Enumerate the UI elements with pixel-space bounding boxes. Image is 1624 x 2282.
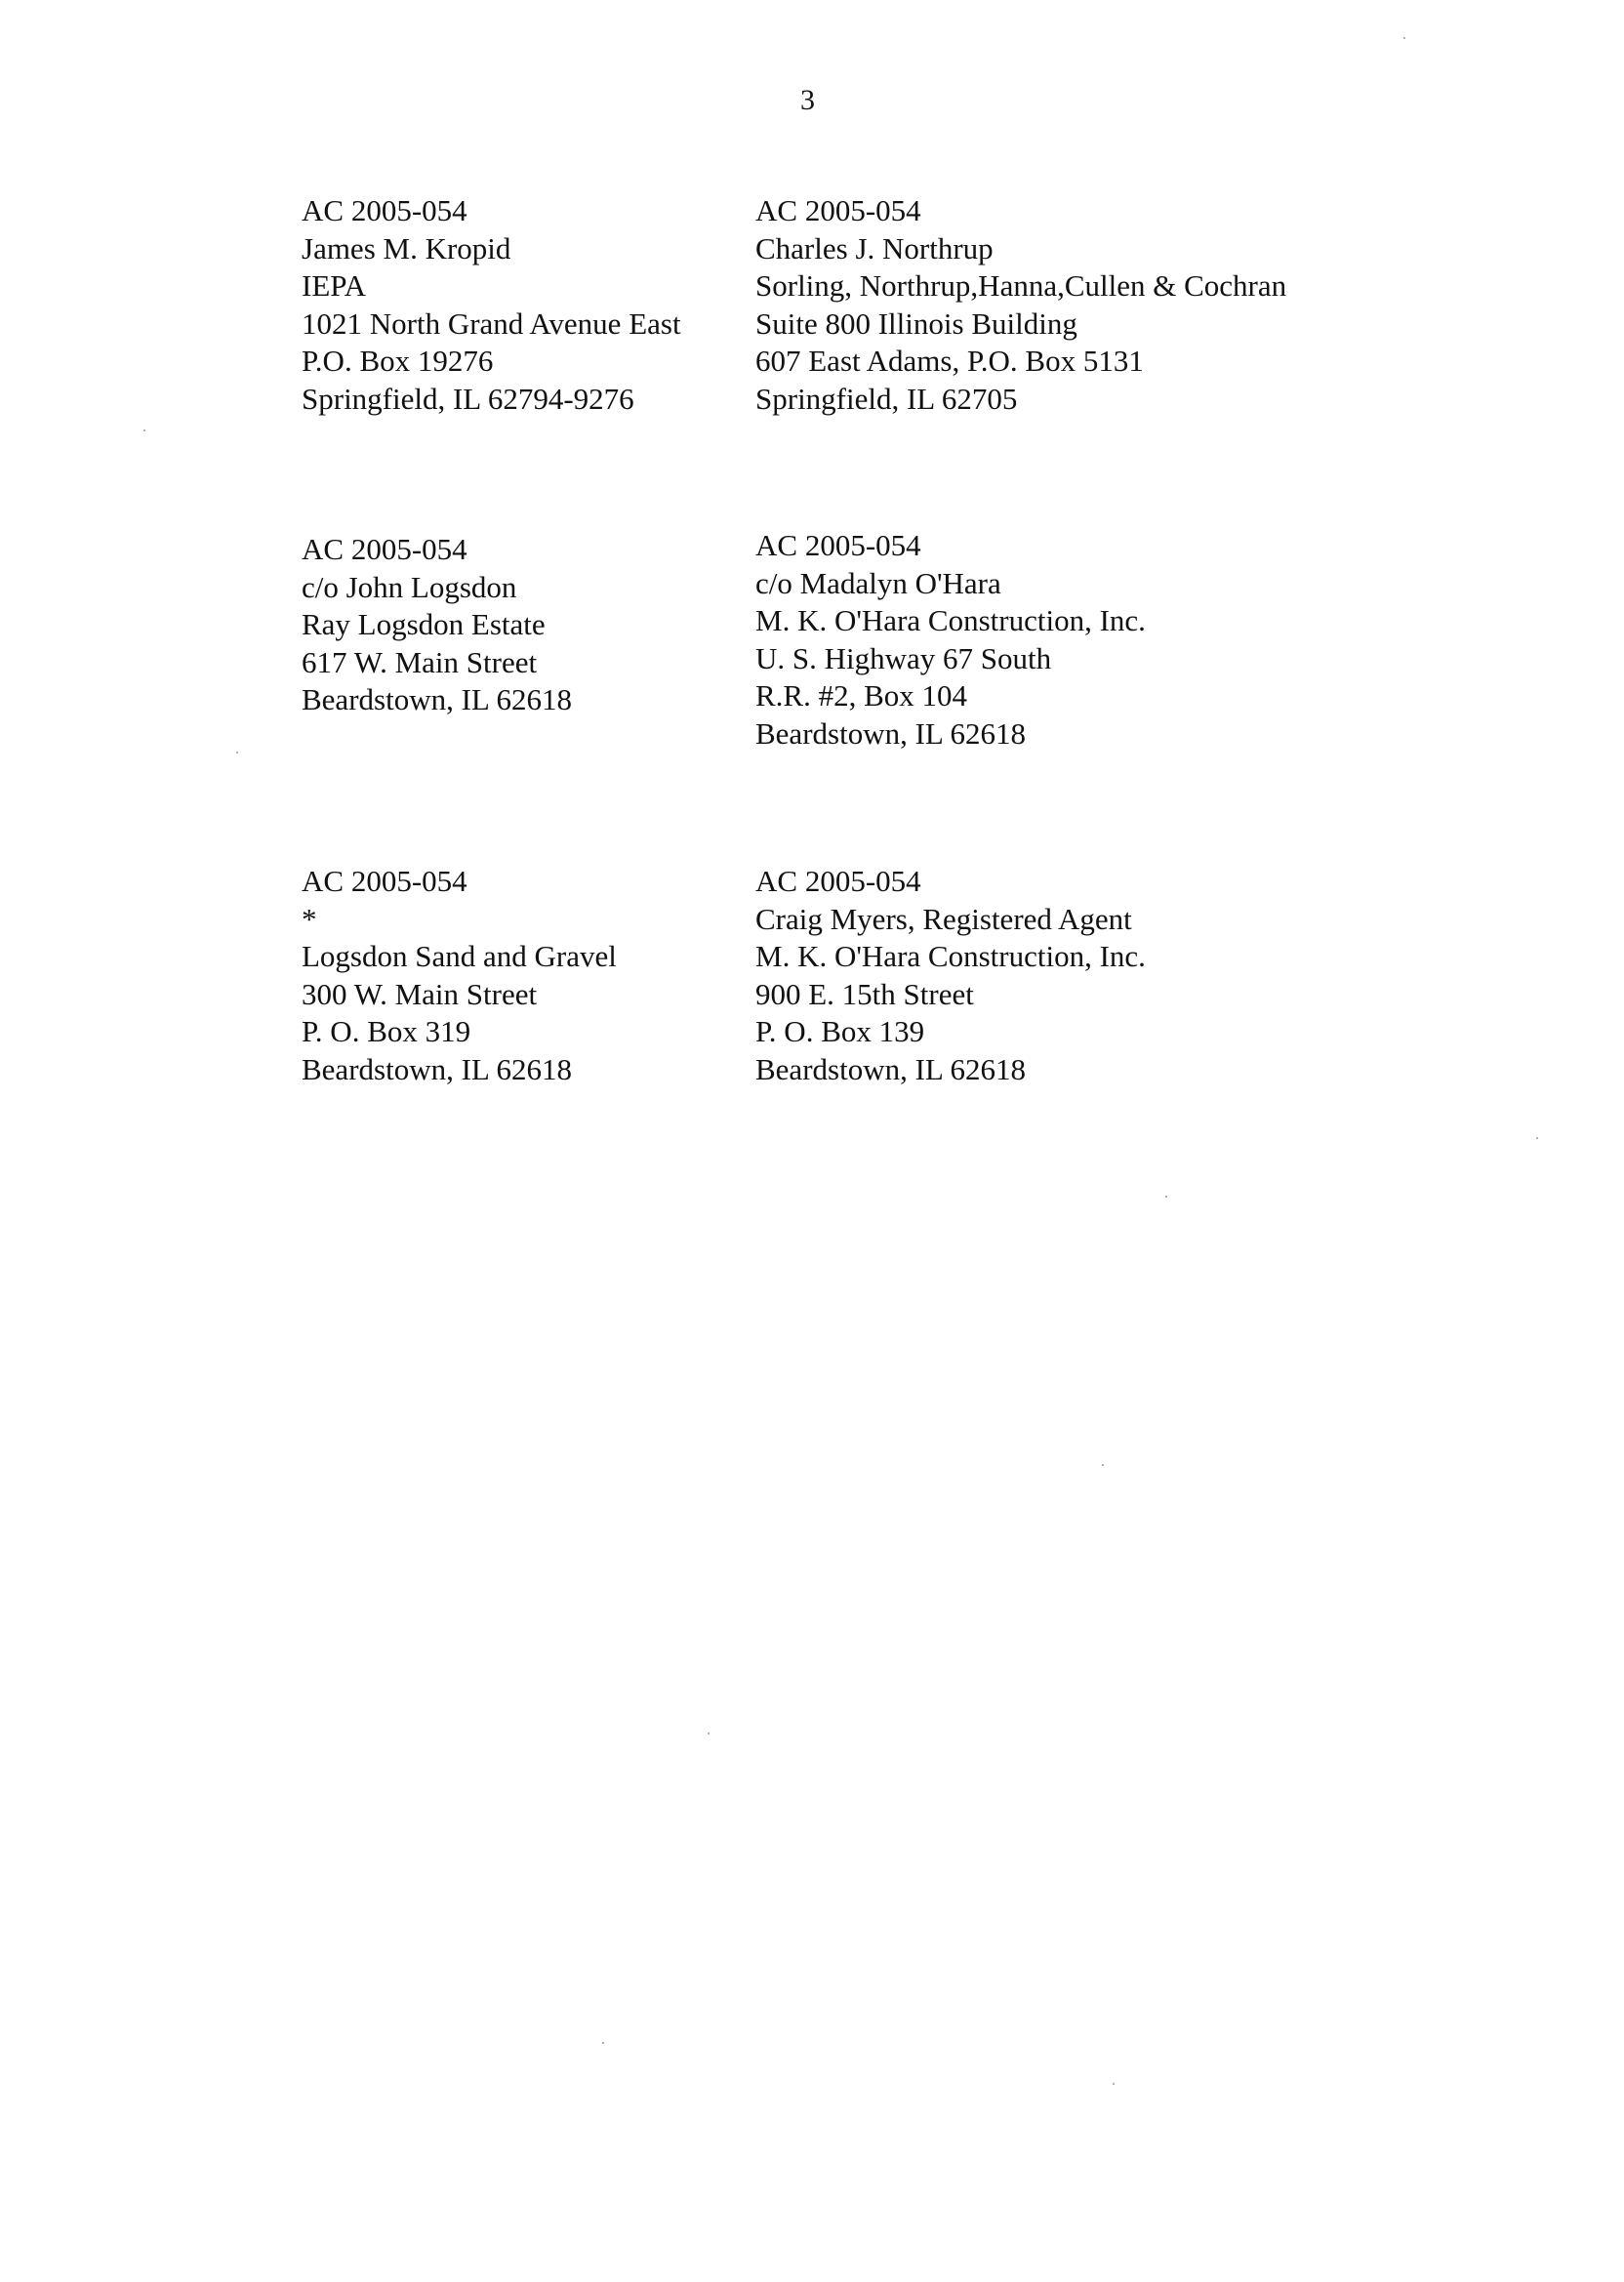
scan-speck bbox=[1536, 1137, 1538, 1139]
street-address: 900 E. 15th Street bbox=[755, 976, 974, 1011]
recipient-name: James M. Kropid bbox=[302, 230, 511, 265]
street-address: 1021 North Grand Avenue East bbox=[302, 306, 681, 341]
recipient-name: c/o John Logsdon bbox=[302, 569, 517, 604]
address-block-kropid bbox=[302, 192, 681, 418]
city-state-zip: Beardstown, IL 62618 bbox=[755, 1051, 1026, 1086]
city-state-zip: Springfield, IL 62705 bbox=[755, 381, 1018, 416]
scan-speck bbox=[1102, 1464, 1104, 1466]
po-box: P. O. Box 139 bbox=[755, 1014, 925, 1048]
case-number: AC 2005-054 bbox=[755, 528, 921, 562]
scan-speck bbox=[1403, 37, 1405, 39]
case-number: AC 2005-054 bbox=[302, 193, 467, 227]
address-block-logsdon-estate bbox=[302, 531, 572, 719]
scan-speck bbox=[708, 1732, 710, 1734]
city-state-zip: Beardstown, IL 62618 bbox=[302, 1051, 572, 1086]
address-block-sand-gravel bbox=[302, 863, 617, 1088]
organization: Logsdon Sand and Gravel bbox=[302, 939, 617, 973]
po-box: P. O. Box 319 bbox=[302, 1014, 471, 1048]
scan-speck bbox=[1113, 2083, 1115, 2085]
organization: M. K. O'Hara Construction, Inc. bbox=[755, 939, 1146, 973]
suite-address: Suite 800 Illinois Building bbox=[755, 306, 1077, 341]
po-box: P.O. Box 19276 bbox=[302, 344, 494, 378]
scan-speck bbox=[236, 752, 238, 754]
recipient-name: Craig Myers, Registered Agent bbox=[755, 901, 1132, 936]
city-state-zip: Beardstown, IL 62618 bbox=[755, 715, 1026, 751]
street-address: 300 W. Main Street bbox=[302, 976, 538, 1011]
scan-speck bbox=[602, 2042, 604, 2044]
city-state-zip: Springfield, IL 62794-9276 bbox=[302, 381, 634, 416]
page-number: 3 bbox=[800, 84, 815, 116]
organization: M. K. O'Hara Construction, Inc. bbox=[755, 603, 1146, 637]
organization: Ray Logsdon Estate bbox=[302, 607, 546, 641]
case-number: AC 2005-054 bbox=[755, 193, 921, 227]
case-number: AC 2005-054 bbox=[755, 864, 921, 898]
scan-speck bbox=[1165, 1196, 1167, 1198]
asterisk-marker: * bbox=[302, 901, 317, 936]
scan-speck bbox=[143, 429, 145, 431]
address-block-ohara bbox=[755, 527, 1146, 753]
city-state-zip: Beardstown, IL 62618 bbox=[302, 682, 572, 716]
street-address: 607 East Adams, P.O. Box 5131 bbox=[755, 344, 1144, 378]
address-block-northrup bbox=[755, 192, 1286, 418]
recipient-name: Charles J. Northrup bbox=[755, 230, 994, 265]
po-box: R.R. #2, Box 104 bbox=[755, 678, 968, 713]
case-number: AC 2005-054 bbox=[302, 864, 467, 898]
address-block-myers bbox=[755, 863, 1146, 1088]
recipient-name: c/o Madalyn O'Hara bbox=[755, 565, 1001, 600]
organization: Sorling, Northrup,Hanna,Cullen & Cochran bbox=[755, 268, 1287, 303]
organization: IEPA bbox=[302, 268, 367, 303]
case-number: AC 2005-054 bbox=[302, 532, 467, 566]
street-address: 617 W. Main Street bbox=[302, 644, 538, 679]
street-address: U. S. Highway 67 South bbox=[755, 640, 1052, 675]
